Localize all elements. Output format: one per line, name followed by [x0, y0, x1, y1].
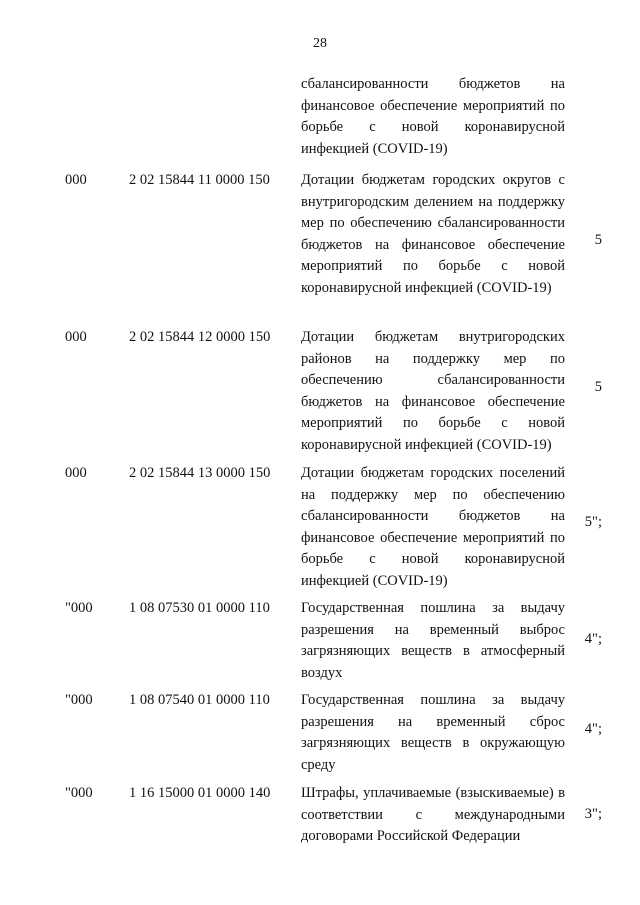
row-3-value: 5";	[584, 514, 602, 530]
row-1-value: 5	[594, 232, 602, 248]
row-5-value: 4";	[584, 721, 602, 737]
row-5-admin-code: "000	[65, 692, 93, 708]
row-6-budget-code: 1 16 15000 01 0000 140	[129, 785, 271, 801]
row-2-budget-code: 2 02 15844 12 0000 150	[129, 329, 271, 345]
row-4-budget-code: 1 08 07530 01 0000 110	[129, 600, 270, 616]
row-6-admin-code: "000	[65, 785, 93, 801]
row-2-value: 5	[594, 379, 602, 395]
row-3-budget-code: 2 02 15844 13 0000 150	[129, 465, 271, 481]
row-4-description: Государственная пошлина за выдачу разрешения на временный выброс загрязняющих веществ в атмосферный воздух	[301, 600, 565, 681]
row-6-description: Штрафы, уплачиваемые (взыскиваемые) в соответствии с международными договорами Российской Федерации	[301, 785, 565, 844]
row-4-value: 4";	[584, 631, 602, 647]
row-2-admin-code: 000	[65, 329, 87, 345]
row-2-description: Дотации бюджетам внутригородских районов на поддержку мер по обеспечению сбалансированности бюджетов на финансовое обеспечение мероприятий по борьбе с новой коронавирусной инфекцией (COVID-19)	[301, 329, 565, 453]
row-1-budget-code: 2 02 15844 11 0000 150	[129, 172, 270, 188]
row-5-budget-code: 1 08 07540 01 0000 110	[129, 692, 270, 708]
row-3-admin-code: 000	[65, 465, 87, 481]
row-4-admin-code: "000	[65, 600, 93, 616]
row-1-admin-code: 000	[65, 172, 87, 188]
row-3-description: Дотации бюджетам городских поселений на поддержку мер по обеспечению сбалансированности бюджетов на финансовое обеспечение мероприятий по борьбе с новой коронавирусной инфекцией (COVID-19)	[301, 465, 565, 589]
continuation-text: сбалансированности бюджетов на финансовое обеспечение мероприятий по борьбе с новой коронавирусной инфекцией (COVID-19)	[301, 76, 565, 157]
row-6-value: 3";	[584, 806, 602, 822]
row-1-description: Дотации бюджетам городских округов с внутригородским делением на поддержку мер по обеспечению сбалансированности бюджетов на финансовое обеспечение мероприятий по борьбе с новой коронавирусной инфекцией (COVID-19)	[301, 172, 565, 296]
page-number: 28	[313, 36, 327, 51]
row-5-description: Государственная пошлина за выдачу разрешения на временный сброс загрязняющих веществ в окружающую среду	[301, 692, 565, 773]
